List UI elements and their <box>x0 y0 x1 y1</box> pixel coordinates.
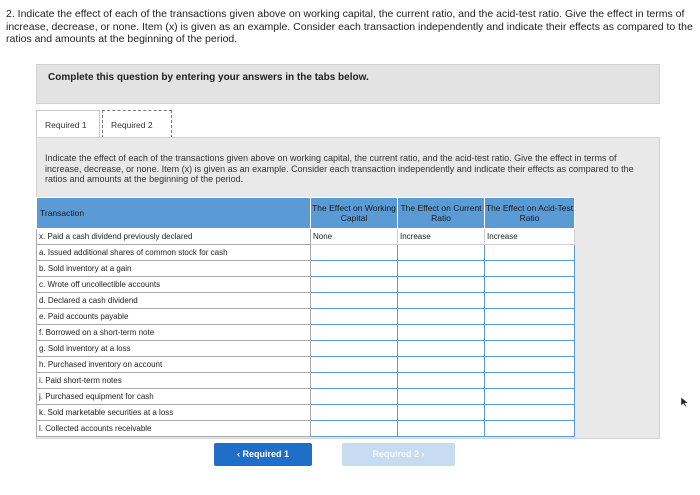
acid-test-input[interactable] <box>485 405 575 421</box>
current-ratio-input[interactable] <box>398 389 485 405</box>
prev-required-1-button[interactable] <box>214 443 312 466</box>
transaction-cell: e. Paid accounts payable <box>37 309 311 325</box>
header-working-capital: The Effect on Working Capital <box>311 198 398 229</box>
working-capital-input[interactable] <box>311 373 398 389</box>
transaction-cell: i. Paid short-term notes <box>37 373 311 389</box>
current-ratio-input[interactable] <box>398 261 485 277</box>
table-row <box>37 229 575 245</box>
working-capital-cell: None <box>311 229 398 245</box>
transaction-cell: x. Paid a cash dividend previously declared <box>37 229 311 245</box>
tab-required-1[interactable]: Required 1 <box>36 110 100 138</box>
next-button-label: Required 2 <box>372 449 419 459</box>
header-transaction: Transaction <box>37 198 311 229</box>
working-capital-input[interactable] <box>311 293 398 309</box>
working-capital-input[interactable] <box>311 245 398 261</box>
tab-required-2[interactable]: Required 2 <box>102 110 172 138</box>
panel-instructions: Indicate the effect of each of the transactions given above on working capital, the current ratio, and the acid-test ratio. Give the effect in terms of increase, decrease, or none. Item (x) is given as an example. Consider each transaction independently and indicate their effects as compared to the ratios and amounts at the beginning of the period. <box>45 153 634 184</box>
acid-test-input[interactable] <box>485 421 575 437</box>
acid-test-cell: Increase <box>485 229 575 245</box>
transaction-cell: a. Issued additional shares of common stock for cash <box>37 245 311 261</box>
table-row <box>37 309 575 325</box>
transaction-cell: h. Purchased inventory on account <box>37 357 311 373</box>
transaction-cell: k. Sold marketable securities at a loss <box>37 405 311 421</box>
table-row <box>37 341 575 357</box>
acid-test-input[interactable] <box>485 325 575 341</box>
table-row <box>37 357 575 373</box>
working-capital-input[interactable] <box>311 357 398 373</box>
tab-row <box>36 103 660 137</box>
table-row <box>37 389 575 405</box>
acid-test-input[interactable] <box>485 389 575 405</box>
working-capital-input[interactable] <box>311 309 398 325</box>
acid-test-input[interactable] <box>485 277 575 293</box>
current-ratio-input[interactable] <box>398 293 485 309</box>
table-row <box>37 405 575 421</box>
instruction-text: Complete this question by entering your answers in the tabs below. <box>48 72 369 83</box>
working-capital-input[interactable] <box>311 341 398 357</box>
current-ratio-input[interactable] <box>398 245 485 261</box>
transaction-cell: f. Borrowed on a short-term note <box>37 325 311 341</box>
current-ratio-input[interactable] <box>398 277 485 293</box>
current-ratio-input[interactable] <box>398 405 485 421</box>
chevron-right-icon: › <box>421 449 425 459</box>
acid-test-input[interactable] <box>485 245 575 261</box>
transaction-cell: c. Wrote off uncollectible accounts <box>37 277 311 293</box>
transaction-cell: g. Sold inventory at a loss <box>37 341 311 357</box>
chevron-left-icon: ‹ <box>236 449 240 459</box>
current-ratio-input[interactable] <box>398 325 485 341</box>
instruction-bar <box>36 64 660 104</box>
next-required-2-button[interactable] <box>342 443 455 466</box>
working-capital-input[interactable] <box>311 325 398 341</box>
table-row <box>37 277 575 293</box>
working-capital-input[interactable] <box>311 277 398 293</box>
table-row <box>37 293 575 309</box>
table-row <box>37 245 575 261</box>
acid-test-input[interactable] <box>485 357 575 373</box>
current-ratio-cell: Increase <box>398 229 485 245</box>
table-header-row <box>37 198 575 229</box>
mouse-cursor-icon <box>680 396 690 408</box>
question-text: 2. Indicate the effect of each of the transactions given above on working capital, the current ratio, and the acid-test ratio. Give the effect in terms of increase, decrease, or none. Item (x) is given as an example. Consider each transaction independently and indicate their effects as compared to the ratios and amounts at the beginning of the period. <box>6 8 693 45</box>
working-capital-input[interactable] <box>311 261 398 277</box>
header-acid-test: The Effect on Acid-Test Ratio <box>485 198 575 229</box>
transaction-cell: b. Sold inventory at a gain <box>37 261 311 277</box>
current-ratio-input[interactable] <box>398 357 485 373</box>
working-capital-input[interactable] <box>311 421 398 437</box>
current-ratio-input[interactable] <box>398 373 485 389</box>
transaction-cell: d. Declared a cash dividend <box>37 293 311 309</box>
current-ratio-input[interactable] <box>398 421 485 437</box>
table-row <box>37 325 575 341</box>
acid-test-input[interactable] <box>485 309 575 325</box>
table-row <box>37 261 575 277</box>
transaction-cell: l. Collected accounts receivable <box>37 421 311 437</box>
working-capital-input[interactable] <box>311 389 398 405</box>
acid-test-input[interactable] <box>485 341 575 357</box>
acid-test-input[interactable] <box>485 261 575 277</box>
table-row <box>37 373 575 389</box>
current-ratio-input[interactable] <box>398 341 485 357</box>
prev-button-label: Required 1 <box>242 449 290 459</box>
header-current-ratio: The Effect on Current Ratio <box>398 198 485 229</box>
transaction-cell: j. Purchased equipment for cash <box>37 389 311 405</box>
current-ratio-input[interactable] <box>398 309 485 325</box>
answer-table <box>36 197 575 437</box>
working-capital-input[interactable] <box>311 405 398 421</box>
acid-test-input[interactable] <box>485 373 575 389</box>
acid-test-input[interactable] <box>485 293 575 309</box>
table-row <box>37 421 575 437</box>
